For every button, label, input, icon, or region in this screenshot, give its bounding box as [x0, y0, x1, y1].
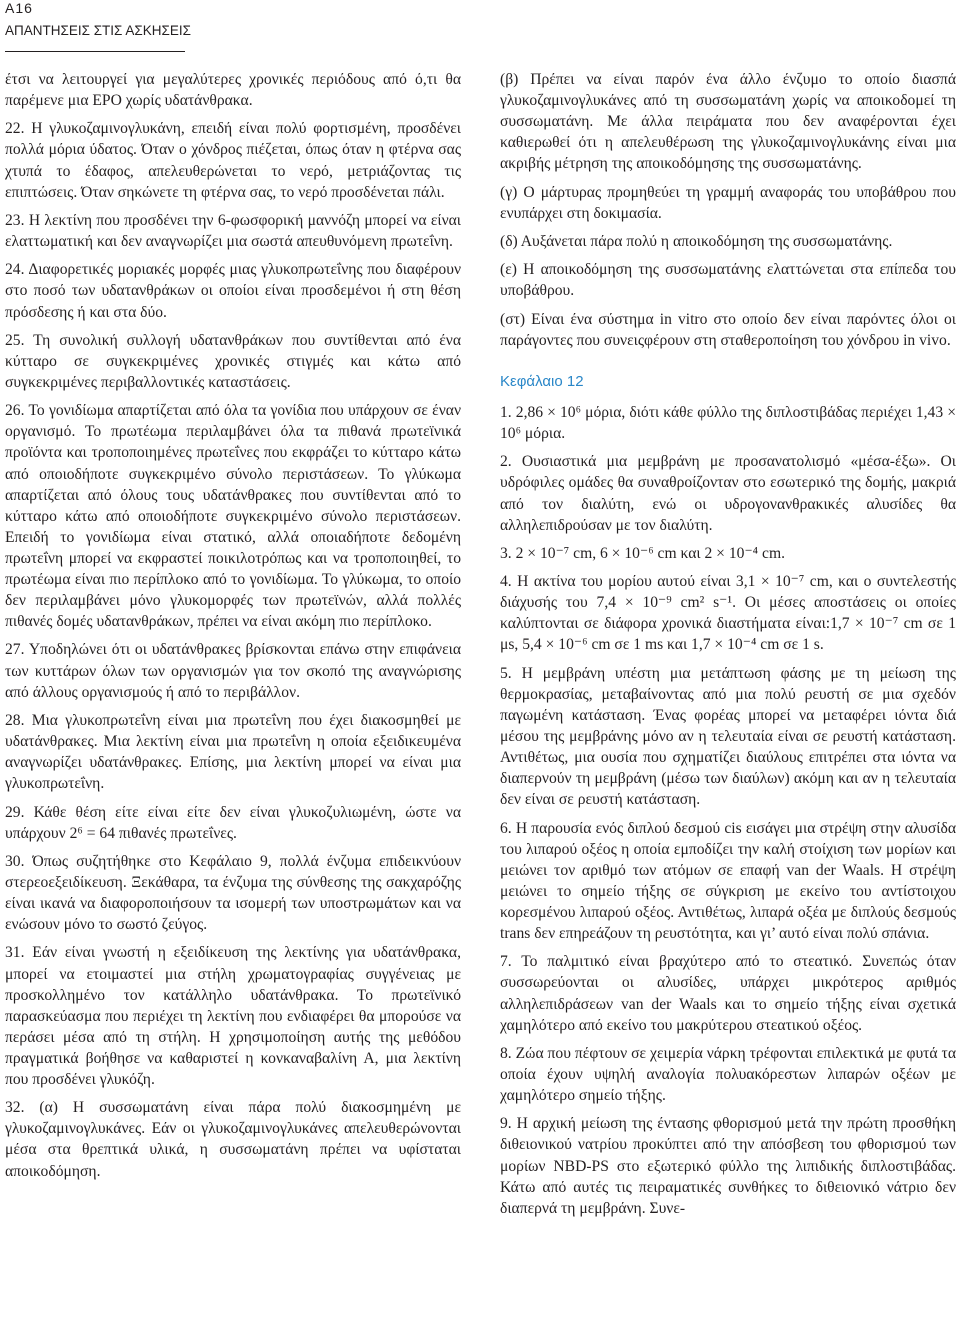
answer-paragraph: 1. 2,86 × 10⁶ μόρια, διότι κάθε φύλλο της διπλοστιβάδας περιέχει 1,43 × 10⁶ μόρια.: [500, 403, 956, 443]
answer-paragraph: (δ) Αυξάνεται πάρα πολύ η αποικοδόμηση της συσσωματάνης.: [500, 233, 893, 251]
answer-paragraph: 26. Το γονιδίωμα απαρτίζεται από όλα τα γονίδια που υπάρχουν σε έναν οργανισμό. Το πρωτέωμα περιλαμβάνει όλα τα πιθανά πρωτεϊνικά προϊόντα και τροποποιημένες πρωτεΐνες που εκφράζει το κύτταρο κάτω από οποιοδήποτε συγκεκριμένο σύνολο περιστάσεων. Το γλύκωμα απαρτίζεται από όλους τους υδατάνθρακες που συντίθενται από το κύτταρο κάτω από οποιοδήποτε συγκεκριμένο σύνολο περιστάσεων. Επειδή το γονιδίωμα είναι στατικό, αλλά οποιαδήποτε δεδομένη πρωτεΐνη μπορεί να εκφραστεί ποικιλοτρόπως και να τροποποιηθεί, το πρωτέωμα είναι πιο περίπλοκο από το γονιδίωμα. Το γλύκωμα, το οποίο δεν περιλαμβάνει μόνο γλυκομορφές των πρωτεϊνών, αλλά πολλές πιθανές δομές υδατανθράκων, πρέπει να είναι ακόμη πιο περίπλοκο.: [5, 402, 461, 631]
answer-paragraph: 8. Ζώα που πέφτουν σε χειμερία νάρκη τρέφονται επιλεκτικά με φυτά τα οποία έχουν υψηλή αναλογία πολυακόρεστων λιπαρών οξέων με χαμηλότερο σημείο τήξης.: [500, 1044, 956, 1105]
answer-paragraph: έτσι να λειτουργεί για μεγαλύτερες χρονικές περιόδους από ό,τι θα παρέμενε μια ΕΡΟ χωρίς υδατάνθρακα.: [5, 71, 461, 110]
answer-paragraph: (γ) Ο μάρτυρας προμηθεύει τη γραμμή αναφοράς του υποβάθρου που ενυπάρχει στη δοκιμασία.: [500, 183, 956, 222]
header-rule: [5, 51, 185, 52]
answer-paragraph: 5. Η μεμβράνη υπέστη μια μετάπτωση φάσης με τη μείωση της θερμοκρασίας, μεταβαίνοντας από μια πολύ ρευστή σε μια σχεδόν παγωμένη κατάσταση. Ένας φορέας μπορεί να μεταφέρει ιόντα διά μέσου της μεμβράνης μόνο αν η τελευταία είναι σε ρευστή κατάσταση. Αντιθέτως, μια ουσία που σχηματίζει διαύλους επιτρέπει στα ιόντα να διαπερνούν τη μεμβράνη (μέσω των διαύλων) ακόμη και αν η τελευταία δεν είναι σε ρευστή κατάσταση.: [500, 664, 956, 809]
answer-paragraph: 9. Η αρχική μείωση της έντασης φθορισμού μετά την πρώτη προσθήκη διθειονικού νατρίου προκύπτει από την απόσβεση του φθορισμού των μορίων NBD-PS στο εξωτερικό φύλλο της λιπιδικής διπλοστιβάδας. Κάτω από αυτές τις πειραματικές συνθήκες το διθειονικό νάτριο δεν διαπερνά τη μεμβράνη. Συνε-: [500, 1115, 956, 1217]
answer-paragraph: 27. Υποδηλώνει ότι οι υδατάνθρακες βρίσκονται επάνω στην επιφάνεια των κυττάρων όλων των οργανισμών για τον σκοπό της αναγνώρισης από άλλους οργανισμούς ή από το περιβάλλον.: [5, 641, 461, 701]
answer-paragraph: 25. Τη συνολική συλλογή υδατανθράκων που συντίθενται από ένα κύτταρο σε συγκεκριμένες χρονικές στιγμές και κάτω από συγκεκριμένες περιβαλλοντικές καταστάσεις.: [5, 331, 461, 391]
answer-paragraph: 6. Η παρουσία ενός διπλού δεσμού cis εισάγει μια στρέψη στην αλυσίδα του λιπαρού οξέος η οποία εμποδίζει την καλή στοίχιση των μορίων και μειώνει τον αριθμό των ατόμων σε επαφή van der Waals. Η στρέψη μειώνει το σημείο τήξης σε σύγκριση με εκείνο του αντίστοιχου κορεσμένου λιπαρού οξέος. Αντιθέτως, λιπαρά οξέα με διπλούς δεσμούς trans δεν επηρεάζουν τη ρευστότητα, και γι’ αυτό είναι πολύ σπάνια.: [500, 819, 956, 943]
answer-paragraph: 4. Η ακτίνα του μορίου αυτού είναι 3,1 × 10⁻⁷ cm, και ο συντελεστής διάχυσής του 7,4 × 10⁻⁹ cm² s⁻¹. Οι μέσες αποστάσεις οι οποίες καλύπτονται σε διάφορα χρονικά διαστήματα είναι:1,7 × 10⁻⁷ cm σε 1 μs, 5,4 × 10⁻⁶ cm σε 1 ms και 1,7 × 10⁻⁴ cm σε 1 s.: [500, 573, 956, 654]
answer-paragraph: 22. Η γλυκοζαμινογλυκάνη, επειδή είναι πολύ φορτισμένη, προσδένει πολλά μόρια ύδατος. Όταν ο χόνδρος πιέζεται, όπως όταν η φτέρνα σας χτυπά το έδαφος, απελευθερώνεται το νερό, μετριάζοντας τις επιπτώσεις. Όταν σηκώνετε τη φτέρνα σας, το νερό προσδένεται πάλι.: [5, 120, 461, 201]
answer-paragraph: 24. Διαφορετικές μοριακές μορφές μιας γλυκοπρωτεΐνης που διαφέρουν στο ποσό των υδατανθράκων οι οποίοι είναι προσδεμένοι ή στη θέση πρόσδεσης ή και στα δύο.: [5, 261, 461, 321]
answer-paragraph: 30. Όπως συζητήθηκε στο Κεφάλαιο 9, πολλά ένζυμα επιδεικνύουν στερεοεξειδίκευση. Ξεκάθαρα, τα ένζυμα της σύνθεσης της σακχαρόζης είναι ικανά να διαφοροποιήσουν τα ισομερή των υποστρωμάτων και να ενώσουν μόνο το σωστό ζεύγος.: [5, 852, 461, 934]
page-number: A16: [5, 0, 33, 16]
answer-paragraph: 2. Ουσιαστικά μια μεμβράνη με προσανατολισμό «μέσα-έξω». Οι υδρόφιλες ομάδες θα συναθροίζονταν στο εσωτερικό της δομής, μακριά από τον διαλύτη, ενώ οι υδρογονανθρακικές αλυσίδες θα αλληλεπιδρούσαν με τον διαλύτη.: [500, 453, 956, 534]
answer-paragraph: 29. Κάθε θέση είτε είναι είτε δεν είναι γλυκοζυλιωμένη, ώστε να υπάρχουν 2⁶ = 64 πιθανές πρωτεΐνες.: [5, 803, 461, 842]
answer-paragraph: (ε) Η αποικοδόμηση της συσσωματάνης ελαττώνεται στα επίπεδα του υποβάθρου.: [500, 261, 956, 300]
left-column: [5, 69, 461, 1189]
answer-paragraph: 31. Εάν είναι γνωστή η εξειδίκευση της λεκτίνης για υδατάνθρακα, μπορεί να ετοιμαστεί μια στήλη χρωματογραφίας συγγένειας με προσκολλημένο τον κατάλληλο υδατάνθρακα. Το πρωτεϊνικό παρασκεύασμα που περιέχει τη λεκτίνη που ενδιαφέρει θα μπορούσε να περάσει μέσα από τη στήλη. Η χρησιμοποίηση αυτής της μεθόδου πραγματικά βοήθησε να καθαριστεί η κονκαναβαλίνη Α, μια λεκτίνη που προσδένει γλυκόζη.: [5, 944, 461, 1088]
running-head-title: ΑΠΑΝΤΗΣΕΙΣ ΣΤΙΣ ΑΣΚΗΣΕΙΣ: [5, 23, 191, 38]
answer-paragraph: (στ) Είναι ένα σύστημα in vitro στο οποίο δεν είναι παρόντες όλοι οι παράγοντες που συνειςφέρουν στη σταθεροποίηση του χόνδρου in vivo.: [500, 310, 956, 349]
answer-paragraph: 7. Το παλμιτικό είναι βραχύτερο από το στεατικό. Συνεπώς όταν συσσωρεύονται οι αλυσίδες, υπάρχει μικρότερος αριθμός αλληλεπιδράσεων van der Waals και το σημείο τήξης είναι σχετικά χαμηλότερο από εκείνο του μακρύτερου στεατικού οξέος.: [500, 953, 956, 1034]
right-column: [500, 69, 956, 1226]
answer-paragraph: 32. (α) Η συσσωματάνη είναι πάρα πολύ διακοσμημένη με γλυκοζαμινογλυκάνες. Εάν οι γλυκοζαμινογλυκάνες απελευθερώνονται μέσα στα θρεπτικά υλικά, η συσσωματάνη πρέπει να υφίσταται αποικοδόμηση.: [5, 1099, 461, 1180]
page-header: [5, 0, 191, 39]
answer-paragraph: 23. Η λεκτίνη που προσδένει την 6-φωσφορική μαννόζη μπορεί να είναι ελαττωματική και δεν αναγνωρίζει μια σωστά απευθυνόμενη πρωτεΐνη.: [5, 211, 461, 251]
answer-paragraph: 28. Μια γλυκοπρωτεΐνη είναι μια πρωτεΐνη που έχει διακοσμηθεί με υδατάνθρακες. Μια λεκτίνη είναι μια πρωτεΐνη η οποία εξειδικευμένα αναγνωρίζει υδατάνθρακες. Επίσης, μια λεκτίνη μπορεί να είναι μια γλυκοπρωτεΐνη.: [5, 711, 461, 793]
answer-paragraph: (β) Πρέπει να είναι παρόν ένα άλλο ένζυμο το οποίο διασπά γλυκοζαμινογλυκάνες από τη συσσωματάνη χωρίς να αποικοδομεί τη συσσωματάνη. Με άλλα πειράματα που δεν αναφέρονται έχει καθιερωθεί ότι η απελευθέρωση της γλυκοζαμινογλυκάνης είναι μια ακριβής μέτρηση της αποικοδόμησης της συσσωματάνης.: [500, 71, 956, 173]
answer-paragraph: 3. 2 × 10⁻⁷ cm, 6 × 10⁻⁶ cm και 2 × 10⁻⁴ cm.: [500, 544, 785, 562]
chapter-heading: Κεφάλαιο 12: [500, 372, 584, 390]
